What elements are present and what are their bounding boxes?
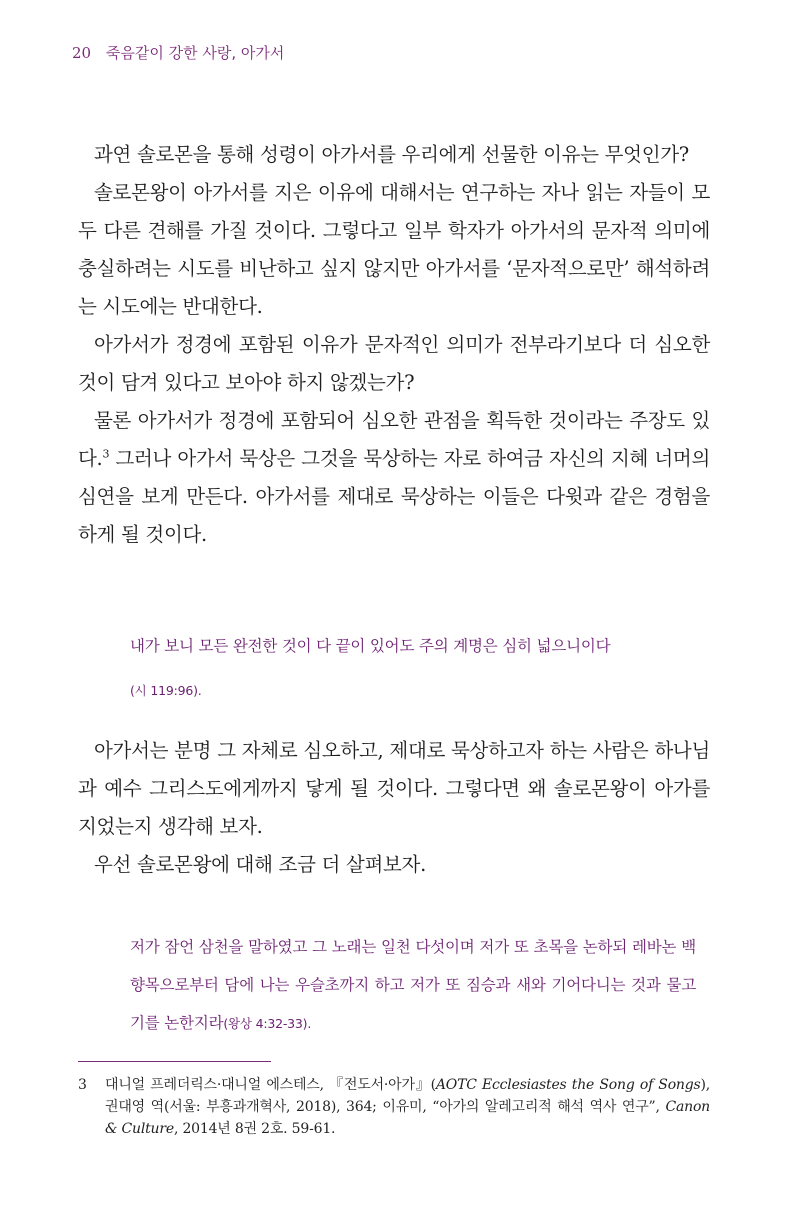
footnote-italic-title: AOTC Ecclesiastes the Song of Songs <box>435 1077 701 1093</box>
scripture-quote <box>130 624 696 713</box>
footnote-italic-journal: Canon & Culture <box>105 1099 710 1137</box>
footnote-reference: 3 <box>102 447 110 461</box>
footnote-divider <box>78 1061 271 1062</box>
paragraph <box>78 402 710 554</box>
page-number: 20 <box>72 44 92 62</box>
paragraph: 우선 솔로몬왕에 대해 조금 더 살펴보자. <box>94 853 426 876</box>
footnote <box>78 1074 710 1140</box>
paragraph-text: 물론 아가서가 정경에 포함되어 심오한 관점을 획득한 것이라는 주장도 있다. <box>78 409 710 470</box>
paragraph: 아가서는 분명 그 자체로 심오하고, 제대로 묵상하고자 하는 사람은 하나님과 예수 그리스도에게까지 닿게 될 것이다. 그렇다면 왜 솔로몬왕이 아가를 지었는지 생각해 보자. <box>78 739 710 838</box>
footnote-text <box>105 1074 710 1140</box>
book-title: 죽음같이 강한 사랑, 아가서 <box>105 44 285 62</box>
quote-reference: (왕상 4:32-33). <box>223 1016 312 1031</box>
quote-text: 저가 잠언 삼천을 말하였고 그 노래는 일천 다섯이며 저가 또 초목을 논하되 레바논 백향목으로부터 담에 나는 우슬초까지 하고 저가 또 짐승과 새와 기어다니는 것과 물고기를 논한지라 <box>130 938 696 1032</box>
quote-reference: (시 119:96). <box>130 683 202 698</box>
running-header <box>72 42 284 63</box>
footnote-segment: ), 권대영 역(서울: 부흥과개혁사, 2018), 364; 이유미, “아가의 알레고리적 해석 역사 연구”, <box>105 1077 711 1115</box>
paragraph: 아가서가 정경에 포함된 이유가 문자적인 의미가 전부라기보다 더 심오한 것이 담겨 있다고 보아야 하지 않겠는가? <box>78 333 710 394</box>
body-section-2 <box>78 732 710 884</box>
footnote-segment: , 2014년 8권 2호. 59-61. <box>173 1121 336 1137</box>
footnote-segment: 대니얼 프레더릭스·대니얼 에스테스, 『전도서·아가』( <box>105 1077 436 1093</box>
footnote-number: 3 <box>78 1077 87 1093</box>
paragraph: 과연 솔로몬을 통해 성령이 아가서를 우리에게 선물한 이유는 무엇인가? <box>94 143 689 166</box>
paragraph: 솔로몬왕이 아가서를 지은 이유에 대해서는 연구하는 자나 읽는 자들이 모두 다른 견해를 가질 것이다. 그렇다고 일부 학자가 아가서의 문자적 의미에 충실하려는 시도를 비난하고 싶지 않지만 아가서를 ‘문자적으로만’ 해석하려는 시도에는 반대한다. <box>78 181 710 318</box>
quote-text: 내가 보니 모든 완전한 것이 다 끝이 있어도 주의 계명은 심히 넓으니이다 <box>130 637 611 655</box>
body-section-1 <box>78 136 710 554</box>
scripture-quote <box>130 928 696 1043</box>
paragraph-text: 그러나 아가서 묵상은 그것을 묵상하는 자로 하여금 자신의 지혜 너머의 심연을 보게 만든다. 아가서를 제대로 묵상하는 이들은 다윗과 같은 경험을 하게 될 것이다. <box>78 447 710 546</box>
